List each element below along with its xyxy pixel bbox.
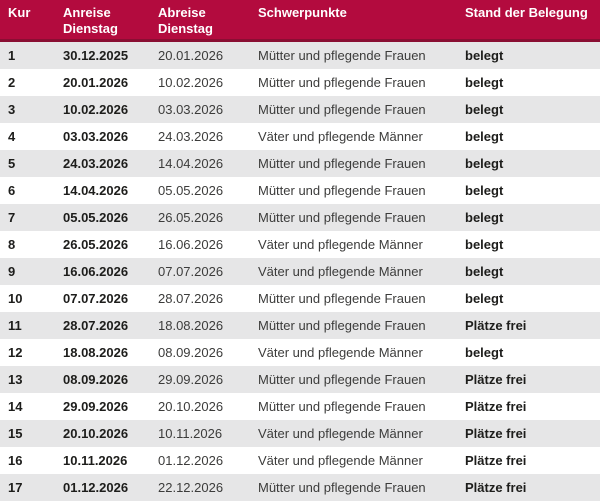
cell-schwerpunkt: Mütter und pflegende Frauen — [258, 372, 426, 387]
cell-abreise-date: 20.10.2026 — [158, 399, 224, 414]
cell-abreise-date: 10.11.2026 — [158, 426, 223, 441]
table-row — [0, 312, 600, 339]
column-header-subline: Dienstag — [63, 21, 118, 36]
table-row — [0, 393, 600, 420]
column-header-label: Stand der Belegung — [465, 5, 588, 20]
table-row — [0, 69, 600, 96]
cell-belegung-status: belegt — [465, 129, 504, 144]
cell-anreise-date: 07.07.2026 — [63, 291, 129, 306]
cell-belegung-status: Plätze frei — [465, 426, 527, 441]
cell-abreise-date: 16.06.2026 — [158, 237, 224, 252]
cell-anreise-date: 29.09.2026 — [63, 399, 129, 414]
cell-belegung-status: belegt — [465, 210, 504, 225]
cell-anreise-date: 14.04.2026 — [63, 183, 129, 198]
table-row — [0, 366, 600, 393]
cell-kur-number: 2 — [8, 75, 16, 90]
cell-belegung-status: belegt — [465, 48, 504, 63]
cell-anreise-date: 10.02.2026 — [63, 102, 129, 117]
cell-abreise-date: 14.04.2026 — [158, 156, 224, 171]
cell-abreise-date: 24.03.2026 — [158, 129, 224, 144]
cell-belegung-status: Plätze frei — [465, 480, 527, 495]
cell-abreise-date: 22.12.2026 — [158, 480, 224, 495]
cell-anreise-date: 05.05.2026 — [63, 210, 129, 225]
cell-schwerpunkt: Mütter und pflegende Frauen — [258, 480, 426, 495]
cell-schwerpunkt: Mütter und pflegende Frauen — [258, 102, 426, 117]
cell-abreise-date: 01.12.2026 — [158, 453, 224, 468]
cell-anreise-date: 24.03.2026 — [63, 156, 129, 171]
cell-kur-number: 4 — [8, 129, 16, 144]
column-header-schwerpunkte — [258, 5, 465, 21]
cell-schwerpunkt: Mütter und pflegende Frauen — [258, 48, 426, 63]
cell-abreise-date: 20.01.2026 — [158, 48, 224, 63]
cell-belegung-status: Plätze frei — [465, 399, 527, 414]
table-row — [0, 123, 600, 150]
table-row — [0, 285, 600, 312]
cell-kur-number: 11 — [8, 318, 22, 333]
cell-schwerpunkt: Mütter und pflegende Frauen — [258, 318, 426, 333]
cell-schwerpunkt: Mütter und pflegende Frauen — [258, 75, 426, 90]
cell-kur-number: 1 — [8, 48, 16, 63]
cell-kur-number: 16 — [8, 453, 23, 468]
column-header-label: Schwerpunkte — [258, 5, 347, 20]
cell-belegung-status: belegt — [465, 75, 504, 90]
cell-schwerpunkt: Mütter und pflegende Frauen — [258, 291, 426, 306]
column-header-label: Kur — [8, 5, 31, 20]
table-row — [0, 150, 600, 177]
cell-anreise-date: 30.12.2025 — [63, 48, 129, 63]
cell-schwerpunkt: Väter und pflegende Männer — [258, 237, 423, 252]
cell-kur-number: 6 — [8, 183, 16, 198]
cell-kur-number: 5 — [8, 156, 16, 171]
cell-abreise-date: 10.02.2026 — [158, 75, 224, 90]
cell-kur-number: 14 — [8, 399, 23, 414]
cell-kur-number: 3 — [8, 102, 16, 117]
cell-abreise-date: 07.07.2026 — [158, 264, 224, 279]
table-row — [0, 339, 600, 366]
cell-schwerpunkt: Väter und pflegende Männer — [258, 453, 423, 468]
cell-belegung-status: Plätze frei — [465, 318, 527, 333]
column-header-abreise — [158, 5, 258, 37]
table-body — [0, 42, 600, 501]
cell-anreise-date: 08.09.2026 — [63, 372, 129, 387]
cell-anreise-date: 03.03.2026 — [63, 129, 129, 144]
cell-anreise-date: 20.10.2026 — [63, 426, 129, 441]
column-header-kur — [8, 5, 63, 21]
cell-kur-number: 9 — [8, 264, 16, 279]
cell-kur-number: 8 — [8, 237, 16, 252]
cell-abreise-date: 29.09.2026 — [158, 372, 224, 387]
table-row — [0, 447, 600, 474]
cell-belegung-status: belegt — [465, 183, 504, 198]
cell-schwerpunkt: Mütter und pflegende Frauen — [258, 183, 426, 198]
cell-abreise-date: 26.05.2026 — [158, 210, 224, 225]
cell-anreise-date: 10.11.2026 — [63, 453, 128, 468]
table-row — [0, 177, 600, 204]
cell-abreise-date: 03.03.2026 — [158, 102, 224, 117]
cell-anreise-date: 26.05.2026 — [63, 237, 129, 252]
table-row — [0, 204, 600, 231]
cell-schwerpunkt: Väter und pflegende Männer — [258, 426, 423, 441]
cell-anreise-date: 20.01.2026 — [63, 75, 129, 90]
column-header-stand-der-belegung — [465, 5, 600, 21]
cell-anreise-date: 16.06.2026 — [63, 264, 129, 279]
cell-belegung-status: Plätze frei — [465, 453, 527, 468]
table-row — [0, 96, 600, 123]
cell-schwerpunkt: Väter und pflegende Männer — [258, 264, 423, 279]
cell-kur-number: 12 — [8, 345, 23, 360]
cell-belegung-status: belegt — [465, 102, 504, 117]
cell-kur-number: 10 — [8, 291, 23, 306]
cell-schwerpunkt: Mütter und pflegende Frauen — [258, 156, 426, 171]
cell-schwerpunkt: Väter und pflegende Männer — [258, 345, 423, 360]
cell-kur-number: 13 — [8, 372, 23, 387]
cell-anreise-date: 18.08.2026 — [63, 345, 129, 360]
table-row — [0, 231, 600, 258]
cell-kur-number: 15 — [8, 426, 23, 441]
column-header-anreise — [63, 5, 158, 37]
table-header-row — [0, 0, 600, 42]
column-header-subline: Dienstag — [158, 21, 213, 36]
cell-schwerpunkt: Väter und pflegende Männer — [258, 129, 423, 144]
cell-belegung-status: belegt — [465, 264, 504, 279]
table-row — [0, 474, 600, 501]
table-row — [0, 258, 600, 285]
cell-kur-number: 7 — [8, 210, 16, 225]
cell-belegung-status: belegt — [465, 291, 504, 306]
table-row — [0, 420, 600, 447]
cell-abreise-date: 28.07.2026 — [158, 291, 224, 306]
cell-schwerpunkt: Mütter und pflegende Frauen — [258, 399, 426, 414]
cell-anreise-date: 01.12.2026 — [63, 480, 129, 495]
column-header-label: Anreise — [63, 5, 111, 20]
column-header-label: Abreise — [158, 5, 206, 20]
cell-schwerpunkt: Mütter und pflegende Frauen — [258, 210, 426, 225]
cell-abreise-date: 08.09.2026 — [158, 345, 224, 360]
cell-abreise-date: 18.08.2026 — [158, 318, 224, 333]
cell-belegung-status: Plätze frei — [465, 372, 527, 387]
cell-kur-number: 17 — [8, 480, 23, 495]
cell-anreise-date: 28.07.2026 — [63, 318, 129, 333]
table-row — [0, 42, 600, 69]
cell-abreise-date: 05.05.2026 — [158, 183, 224, 198]
cell-belegung-status: belegt — [465, 345, 504, 360]
cell-belegung-status: belegt — [465, 237, 504, 252]
cell-belegung-status: belegt — [465, 156, 504, 171]
